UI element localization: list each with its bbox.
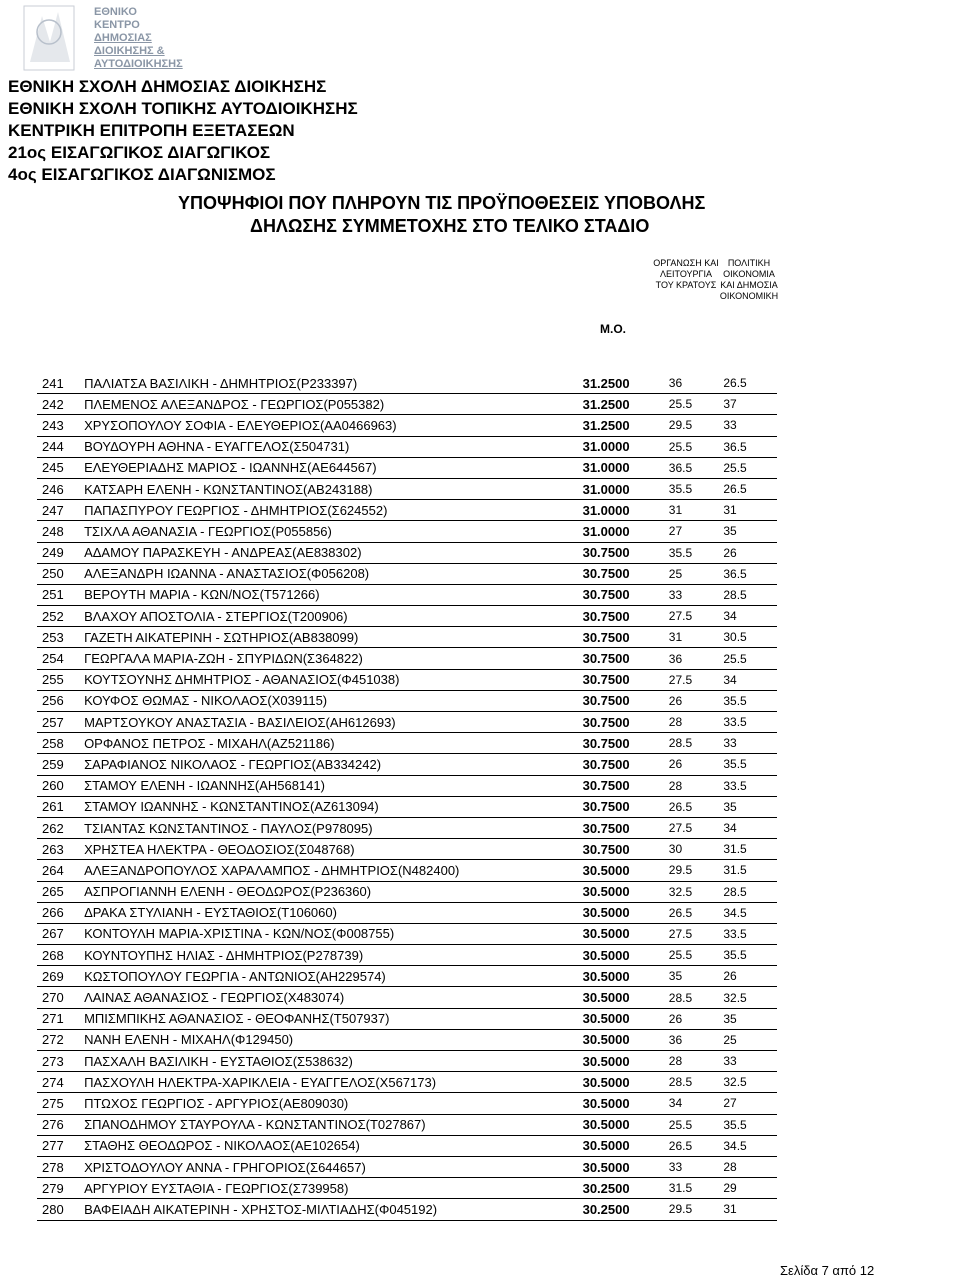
table-row — [37, 1072, 777, 1093]
average-score: 30.7500 — [579, 690, 669, 711]
candidate-name: ΚΑΤΣΑΡΗ ΕΛΕΝΗ - ΚΩΝΣΤΑΝΤΙΝΟΣ(ΑΒ243188) — [84, 478, 579, 499]
table-row — [37, 606, 777, 627]
table-row — [37, 860, 777, 881]
page-title — [178, 192, 705, 238]
title-line-2: ΔΗΛΩΣΗΣ ΣΥΜΜΕΤΟΧΗΣ ΣΤΟ ΤΕΛΙΚΟ ΣΤΑΔΙΟ — [250, 216, 650, 236]
column-header-line: ΟΡΓΑΝΩΣΗ ΚΑΙ — [653, 258, 719, 268]
table-row — [37, 521, 777, 542]
table-row — [37, 690, 777, 711]
score-organization: 27.5 — [669, 606, 724, 627]
row-number: 254 — [37, 648, 84, 669]
candidate-name: ΚΟΥΤΣΟΥΝΗΣ ΔΗΜΗΤΡΙΟΣ - ΑΘΑΝΑΣΙΟΣ(Φ451038) — [84, 669, 579, 690]
row-number: 274 — [37, 1072, 84, 1093]
candidate-name: ΠΛΕΜΕΝΟΣ ΑΛΕΞΑΝΔΡΟΣ - ΓΕΩΡΓΙΟΣ(Ρ055382) — [84, 394, 579, 415]
table-row — [37, 712, 777, 733]
score-organization: 25.5 — [669, 1114, 724, 1135]
score-economy: 26 — [723, 542, 777, 563]
table-row — [37, 987, 777, 1008]
column-header-line: ΤΟΥ ΚΡΑΤΟΥΣ — [655, 280, 717, 290]
row-number: 266 — [37, 902, 84, 923]
score-organization: 28.5 — [669, 733, 724, 754]
candidate-name: ΕΛΕΥΘΕΡΙΑΔΗΣ ΜΑΡΙΟΣ - ΙΩΑΝΝΗΣ(ΑΕ644567) — [84, 457, 579, 478]
row-number: 259 — [37, 754, 84, 775]
average-score: 30.5000 — [579, 1093, 669, 1114]
score-organization: 34 — [669, 1093, 724, 1114]
table-row — [37, 1114, 777, 1135]
row-number: 265 — [37, 881, 84, 902]
row-number: 255 — [37, 669, 84, 690]
table-row — [37, 584, 777, 605]
candidate-name: ΑΡΓΥΡΙΟΥ ΕΥΣΤΑΘΙΑ - ΓΕΩΡΓΙΟΣ(Σ739958) — [84, 1178, 579, 1199]
average-score: 30.7500 — [579, 796, 669, 817]
header-line: ΚΕΝΤΡΙΚΗ ΕΠΙΤΡΟΠΗ ΕΞΕΤΑΣΕΩΝ — [8, 121, 295, 140]
logo-emblem-icon — [20, 2, 80, 74]
score-economy: 37 — [723, 394, 777, 415]
score-economy: 31 — [723, 500, 777, 521]
score-organization: 27 — [669, 521, 724, 542]
candidate-name: ΜΑΡΤΣΟΥΚΟΥ ΑΝΑΣΤΑΣΙΑ - ΒΑΣΙΛΕΙΟΣ(ΑΗ612693) — [84, 712, 579, 733]
row-number: 258 — [37, 733, 84, 754]
candidate-name: ΑΛΕΞΑΝΔΡΗ ΙΩΑΝΝΑ - ΑΝΑΣΤΑΣΙΟΣ(Φ056208) — [84, 563, 579, 584]
row-number: 241 — [37, 373, 84, 394]
score-organization: 29.5 — [669, 860, 724, 881]
candidate-name: ΣΑΡΑΦΙΑΝΟΣ ΝΙΚΟΛΑΟΣ - ΓΕΩΡΓΙΟΣ(ΑΒ334242) — [84, 754, 579, 775]
average-score: 31.0000 — [579, 521, 669, 542]
row-number: 278 — [37, 1156, 84, 1177]
score-organization: 33 — [669, 1156, 724, 1177]
row-number: 269 — [37, 966, 84, 987]
candidate-name: ΔΡΑΚΑ ΣΤΥΛΙΑΝΗ - ΕΥΣΤΑΘΙΟΣ(Τ106060) — [84, 902, 579, 923]
logo-line: ΕΘΝΙΚΟ — [94, 6, 137, 18]
score-economy: 32.5 — [723, 987, 777, 1008]
score-economy: 35.5 — [723, 1114, 777, 1135]
score-organization: 30 — [669, 839, 724, 860]
score-organization: 33 — [669, 584, 724, 605]
score-organization: 36 — [669, 648, 724, 669]
row-number: 251 — [37, 584, 84, 605]
candidate-name: ΧΡΥΣΟΠΟΥΛΟΥ ΣΟΦΙΑ - ΕΛΕΥΘΕΡΙΟΣ(ΑΑ0466963) — [84, 415, 579, 436]
average-score: 30.2500 — [579, 1178, 669, 1199]
score-economy: 36.5 — [723, 563, 777, 584]
score-economy: 26 — [723, 966, 777, 987]
score-economy: 25.5 — [723, 648, 777, 669]
score-economy: 31.5 — [723, 839, 777, 860]
candidate-name: ΚΟΥΦΟΣ ΘΩΜΑΣ - ΝΙΚΟΛΑΟΣ(Χ039115) — [84, 690, 579, 711]
score-economy: 34.5 — [723, 1135, 777, 1156]
table-row — [37, 373, 777, 394]
score-organization: 31 — [669, 500, 724, 521]
score-organization: 36 — [669, 1029, 724, 1050]
average-score: 30.5000 — [579, 1072, 669, 1093]
row-number: 268 — [37, 945, 84, 966]
score-organization: 27.5 — [669, 669, 724, 690]
table-row — [37, 1008, 777, 1029]
score-organization: 26.5 — [669, 796, 724, 817]
row-number: 271 — [37, 1008, 84, 1029]
score-organization: 31.5 — [669, 1178, 724, 1199]
score-economy: 35.5 — [723, 945, 777, 966]
table-row — [37, 394, 777, 415]
header-line: ΕΘΝΙΚΗ ΣΧΟΛΗ ΤΟΠΙΚΗΣ ΑΥΤΟΔΙΟΙΚΗΣΗΣ — [8, 99, 358, 118]
score-economy: 33 — [723, 415, 777, 436]
score-economy: 27 — [723, 1093, 777, 1114]
score-organization: 31 — [669, 627, 724, 648]
candidate-name: ΑΛΕΞΑΝΔΡΟΠΟΥΛΟΣ ΧΑΡΑΛΑΜΠΟΣ - ΔΗΜΗΤΡΙΟΣ(Ν482400) — [84, 860, 579, 881]
score-organization: 28.5 — [669, 987, 724, 1008]
average-score: 30.5000 — [579, 1114, 669, 1135]
average-score: 30.7500 — [579, 775, 669, 796]
header-line: 21ος ΕΙΣΑΓΩΓΙΚΟΣ ΔΙΑΓΩΓΙΚΟΣ — [8, 143, 271, 162]
table-row — [37, 754, 777, 775]
score-economy: 34 — [723, 817, 777, 838]
candidate-name: ΚΟΥΝΤΟΥΠΗΣ ΗΛΙΑΣ - ΔΗΜΗΤΡΙΟΣ(Ρ278739) — [84, 945, 579, 966]
score-economy: 33 — [723, 1051, 777, 1072]
column-header-line: ΟΙΚΟΝΟΜΙΑ — [723, 269, 775, 279]
score-economy: 33 — [723, 733, 777, 754]
row-number: 270 — [37, 987, 84, 1008]
row-number: 248 — [37, 521, 84, 542]
logo — [20, 2, 183, 76]
average-score: 30.5000 — [579, 1008, 669, 1029]
candidate-name: ΣΠΑΝΟΔΗΜΟΥ ΣΤΑΥΡΟΥΛΑ - ΚΩΝΣΤΑΝΤΙΝΟΣ(Τ027867) — [84, 1114, 579, 1135]
candidate-name: ΓΑΖΕΤΗ ΑΙΚΑΤΕΡΙΝΗ - ΣΩΤΗΡΙΟΣ(ΑΒ838099) — [84, 627, 579, 648]
score-economy: 35 — [723, 796, 777, 817]
score-economy: 34 — [723, 669, 777, 690]
row-number: 257 — [37, 712, 84, 733]
score-economy: 30.5 — [723, 627, 777, 648]
table-row — [37, 1093, 777, 1114]
candidate-name: ΑΔΑΜΟΥ ΠΑΡΑΣΚΕΥΗ - ΑΝΔΡΕΑΣ(ΑΕ838302) — [84, 542, 579, 563]
row-number: 276 — [37, 1114, 84, 1135]
table-row — [37, 1135, 777, 1156]
candidate-name: ΝΑΝΗ ΕΛΕΝΗ - ΜΙΧΑΗΛ(Φ129450) — [84, 1029, 579, 1050]
score-organization: 35.5 — [669, 478, 724, 499]
row-number: 272 — [37, 1029, 84, 1050]
table-row — [37, 436, 777, 457]
score-economy: 33.5 — [723, 775, 777, 796]
average-score: 30.7500 — [579, 627, 669, 648]
candidate-name: ΟΡΦΑΝΟΣ ΠΕΤΡΟΣ - ΜΙΧΑΗΛ(ΑΖ521186) — [84, 733, 579, 754]
average-score: 30.5000 — [579, 966, 669, 987]
average-score: 30.7500 — [579, 733, 669, 754]
score-organization: 27.5 — [669, 817, 724, 838]
candidate-name: ΠΤΩΧΟΣ ΓΕΩΡΓΙΟΣ - ΑΡΓΥΡΙΟΣ(ΑΕ809030) — [84, 1093, 579, 1114]
row-number: 256 — [37, 690, 84, 711]
table-row — [37, 1051, 777, 1072]
logo-line: ΔΗΜΟΣΙΑΣ — [94, 32, 152, 44]
candidate-name: ΧΡΙΣΤΟΔΟΥΛΟΥ ΑΝΝΑ - ΓΡΗΓΟΡΙΟΣ(Σ644657) — [84, 1156, 579, 1177]
score-economy: 28 — [723, 1156, 777, 1177]
candidate-name: ΚΩΣΤΟΠΟΥΛΟΥ ΓΕΩΡΓΙΑ - ΑΝΤΩΝΙΟΣ(ΑΗ229574) — [84, 966, 579, 987]
table-row — [37, 966, 777, 987]
average-score: 31.2500 — [579, 373, 669, 394]
row-number: 242 — [37, 394, 84, 415]
row-number: 273 — [37, 1051, 84, 1072]
row-number: 277 — [37, 1135, 84, 1156]
average-score: 30.7500 — [579, 563, 669, 584]
table-row — [37, 775, 777, 796]
row-number: 249 — [37, 542, 84, 563]
score-organization: 27.5 — [669, 923, 724, 944]
column-header-line: ΛΕΙΤΟΥΡΓΙΑ — [659, 269, 713, 279]
average-score: 30.5000 — [579, 860, 669, 881]
score-economy: 32.5 — [723, 1072, 777, 1093]
score-economy: 35.5 — [723, 754, 777, 775]
candidate-name: ΧΡΗΣΤΕΑ ΗΛΕΚΤΡΑ - ΘΕΟΔΟΣΙΟΣ(Σ048768) — [84, 839, 579, 860]
score-organization: 26.5 — [669, 1135, 724, 1156]
candidate-name: ΠΑΣΧΑΛΗ ΒΑΣΙΛΙΚΗ - ΕΥΣΤΑΘΙΟΣ(Σ538632) — [84, 1051, 579, 1072]
score-organization: 25 — [669, 563, 724, 584]
score-economy: 34 — [723, 606, 777, 627]
column-header-line: ΟΙΚΟΝΟΜΙΚΗ — [719, 291, 779, 301]
average-score: 31.0000 — [579, 478, 669, 499]
column-header-average: Μ.Ο. — [600, 322, 626, 336]
score-economy: 34.5 — [723, 902, 777, 923]
average-score: 30.5000 — [579, 987, 669, 1008]
average-score: 30.7500 — [579, 542, 669, 563]
table-row — [37, 457, 777, 478]
table-row — [37, 881, 777, 902]
score-organization: 28 — [669, 1051, 724, 1072]
score-organization: 35.5 — [669, 542, 724, 563]
table-body — [37, 373, 777, 1220]
row-number: 245 — [37, 457, 84, 478]
document-header — [8, 76, 358, 186]
average-score: 30.7500 — [579, 669, 669, 690]
candidate-name: ΣΤΑΜΟΥ ΕΛΕΝΗ - ΙΩΑΝΝΗΣ(ΑΗ568141) — [84, 775, 579, 796]
average-score: 30.5000 — [579, 1156, 669, 1177]
score-economy: 26.5 — [723, 373, 777, 394]
average-score: 31.0000 — [579, 457, 669, 478]
column-header-economy — [714, 258, 784, 302]
table-row — [37, 669, 777, 690]
header-line: ΕΘΝΙΚΗ ΣΧΟΛΗ ΔΗΜΟΣΙΑΣ ΔΙΟΙΚΗΣΗΣ — [8, 77, 327, 96]
row-number: 262 — [37, 817, 84, 838]
candidate-name: ΠΑΠΑΣΠΥΡΟΥ ΓΕΩΡΓΙΟΣ - ΔΗΜΗΤΡΙΟΣ(Σ624552) — [84, 500, 579, 521]
table-row — [37, 648, 777, 669]
row-number: 280 — [37, 1199, 84, 1220]
score-organization: 25.5 — [669, 945, 724, 966]
score-economy: 35.5 — [723, 690, 777, 711]
average-score: 30.5000 — [579, 1051, 669, 1072]
table-row — [37, 1029, 777, 1050]
score-economy: 33.5 — [723, 712, 777, 733]
page-number: Σελίδα 7 από 12 — [780, 1263, 875, 1278]
candidate-name: ΒΕΡΟΥΤΗ ΜΑΡΙΑ - ΚΩΝ/ΝΟΣ(Τ571266) — [84, 584, 579, 605]
row-number: 247 — [37, 500, 84, 521]
table-row — [37, 542, 777, 563]
logo-text — [94, 6, 183, 71]
candidate-name: ΚΟΝΤΟΥΛΗ ΜΑΡΙΑ-ΧΡΙΣΤΙΝΑ - ΚΩΝ/ΝΟΣ(Φ008755) — [84, 923, 579, 944]
candidate-name: ΓΕΩΡΓΑΛΑ ΜΑΡΙΑ-ΖΩΗ - ΣΠΥΡΙΔΩΝ(Σ364822) — [84, 648, 579, 669]
table-row — [37, 945, 777, 966]
average-score: 30.5000 — [579, 923, 669, 944]
candidate-name: ΛΑΙΝΑΣ ΑΘΑΝΑΣΙΟΣ - ΓΕΩΡΓΙΟΣ(Χ483074) — [84, 987, 579, 1008]
table-row — [37, 415, 777, 436]
average-score: 30.5000 — [579, 902, 669, 923]
score-economy: 35 — [723, 1008, 777, 1029]
candidate-name: ΒΟΥΔΟΥΡΗ ΑΘΗΝΑ - ΕΥΑΓΓΕΛΟΣ(Σ504731) — [84, 436, 579, 457]
table-row — [37, 817, 777, 838]
candidate-name: ΜΠΙΣΜΠΙΚΗΣ ΑΘΑΝΑΣΙΟΣ - ΘΕΟΦΑΝΗΣ(Τ507937) — [84, 1008, 579, 1029]
score-economy: 33.5 — [723, 923, 777, 944]
average-score: 30.7500 — [579, 648, 669, 669]
table-row — [37, 1199, 777, 1220]
column-header-line: ΚΑΙ ΔΗΜΟΣΙΑ — [720, 280, 778, 290]
table-row — [37, 500, 777, 521]
row-number: 263 — [37, 839, 84, 860]
average-score: 31.0000 — [579, 436, 669, 457]
average-score: 30.7500 — [579, 839, 669, 860]
table-row — [37, 839, 777, 860]
row-number: 260 — [37, 775, 84, 796]
score-organization: 25.5 — [669, 394, 724, 415]
average-score: 31.2500 — [579, 415, 669, 436]
candidate-name: ΤΣΙΑΝΤΑΣ ΚΩΝΣΤΑΝΤΙΝΟΣ - ΠΑΥΛΟΣ(Ρ978095) — [84, 817, 579, 838]
candidate-name: ΤΣΙΧΛΑ ΑΘΑΝΑΣΙΑ - ΓΕΩΡΓΙΟΣ(Ρ055856) — [84, 521, 579, 542]
average-score: 30.7500 — [579, 712, 669, 733]
column-header-line: ΠΟΛΙΤΙΚΗ — [727, 258, 771, 268]
row-number: 261 — [37, 796, 84, 817]
table-row — [37, 902, 777, 923]
score-organization: 28.5 — [669, 1072, 724, 1093]
score-economy: 31.5 — [723, 860, 777, 881]
row-number: 253 — [37, 627, 84, 648]
average-score: 31.2500 — [579, 394, 669, 415]
score-organization: 26.5 — [669, 902, 724, 923]
score-economy: 28.5 — [723, 881, 777, 902]
column-header-organization — [651, 258, 721, 291]
score-organization: 25.5 — [669, 436, 724, 457]
row-number: 267 — [37, 923, 84, 944]
score-economy: 31 — [723, 1199, 777, 1220]
average-score: 30.7500 — [579, 817, 669, 838]
table-row — [37, 1156, 777, 1177]
score-organization: 36 — [669, 373, 724, 394]
candidate-name: ΠΑΣΧΟΥΛΗ ΗΛΕΚΤΡΑ-ΧΑΡΙΚΛΕΙΑ - ΕΥΑΓΓΕΛΟΣ(Χ567173) — [84, 1072, 579, 1093]
score-organization: 36.5 — [669, 457, 724, 478]
logo-line: ΔΙΟΙΚΗΣΗΣ & — [94, 45, 165, 57]
average-score: 30.5000 — [579, 1135, 669, 1156]
logo-line: ΑΥΤΟΔΙΟΙΚΗΣΗΣ — [94, 58, 183, 70]
score-economy: 26.5 — [723, 478, 777, 499]
row-number: 279 — [37, 1178, 84, 1199]
table-row — [37, 733, 777, 754]
table-row — [37, 796, 777, 817]
score-organization: 26 — [669, 1008, 724, 1029]
candidate-name: ΠΑΛΙΑΤΣΑ ΒΑΣΙΛΙΚΗ - ΔΗΜΗΤΡΙΟΣ(Ρ233397) — [84, 373, 579, 394]
score-organization: 29.5 — [669, 1199, 724, 1220]
average-score: 30.2500 — [579, 1199, 669, 1220]
score-economy: 25.5 — [723, 457, 777, 478]
table-row — [37, 923, 777, 944]
row-number: 264 — [37, 860, 84, 881]
score-organization: 26 — [669, 754, 724, 775]
table-row — [37, 478, 777, 499]
row-number: 250 — [37, 563, 84, 584]
row-number: 252 — [37, 606, 84, 627]
average-score: 30.5000 — [579, 945, 669, 966]
score-organization: 35 — [669, 966, 724, 987]
row-number: 243 — [37, 415, 84, 436]
score-economy: 35 — [723, 521, 777, 542]
row-number: 275 — [37, 1093, 84, 1114]
title-line-1: ΥΠΟΨΗΦΙΟΙ ΠΟΥ ΠΛΗΡΟΥΝ ΤΙΣ ΠΡΟΫΠΟΘΕΣΕΙΣ ΥΠΟΒΟΛΗΣ — [178, 193, 706, 213]
average-score: 30.7500 — [579, 606, 669, 627]
table-row — [37, 563, 777, 584]
logo-line: ΚΕΝΤΡΟ — [94, 19, 140, 31]
average-score: 30.5000 — [579, 881, 669, 902]
score-economy: 36.5 — [723, 436, 777, 457]
table-row — [37, 1178, 777, 1199]
average-score: 31.0000 — [579, 500, 669, 521]
score-economy: 28.5 — [723, 584, 777, 605]
candidate-name: ΒΛΑΧΟΥ ΑΠΟΣΤΟΛΙΑ - ΣΤΕΡΓΙΟΣ(Τ200906) — [84, 606, 579, 627]
average-score: 30.5000 — [579, 1029, 669, 1050]
table-row — [37, 627, 777, 648]
average-score: 30.7500 — [579, 584, 669, 605]
candidate-name: ΣΤΑΘΗΣ ΘΕΟΔΩΡΟΣ - ΝΙΚΟΛΑΟΣ(ΑΕ102654) — [84, 1135, 579, 1156]
score-organization: 26 — [669, 690, 724, 711]
row-number: 246 — [37, 478, 84, 499]
score-organization: 32.5 — [669, 881, 724, 902]
header-line: 4ος ΕΙΣΑΓΩΓΙΚΟΣ ΔΙΑΓΩΝΙΣΜΟΣ — [8, 165, 276, 184]
score-organization: 29.5 — [669, 415, 724, 436]
candidate-name: ΑΣΠΡΟΓΙΑΝΝΗ ΕΛΕΝΗ - ΘΕΟΔΩΡΟΣ(Ρ236360) — [84, 881, 579, 902]
score-organization: 28 — [669, 712, 724, 733]
score-organization: 28 — [669, 775, 724, 796]
row-number: 244 — [37, 436, 84, 457]
candidates-table — [37, 373, 777, 1221]
score-economy: 25 — [723, 1029, 777, 1050]
score-economy: 29 — [723, 1178, 777, 1199]
average-score: 30.7500 — [579, 754, 669, 775]
candidate-name: ΒΑΦΕΙΑΔΗ ΑΙΚΑΤΕΡΙΝΗ - ΧΡΗΣΤΟΣ-ΜΙΛΤΙΑΔΗΣ(Φ045192) — [84, 1199, 579, 1220]
candidate-name: ΣΤΑΜΟΥ ΙΩΑΝΝΗΣ - ΚΩΝΣΤΑΝΤΙΝΟΣ(ΑΖ613094) — [84, 796, 579, 817]
